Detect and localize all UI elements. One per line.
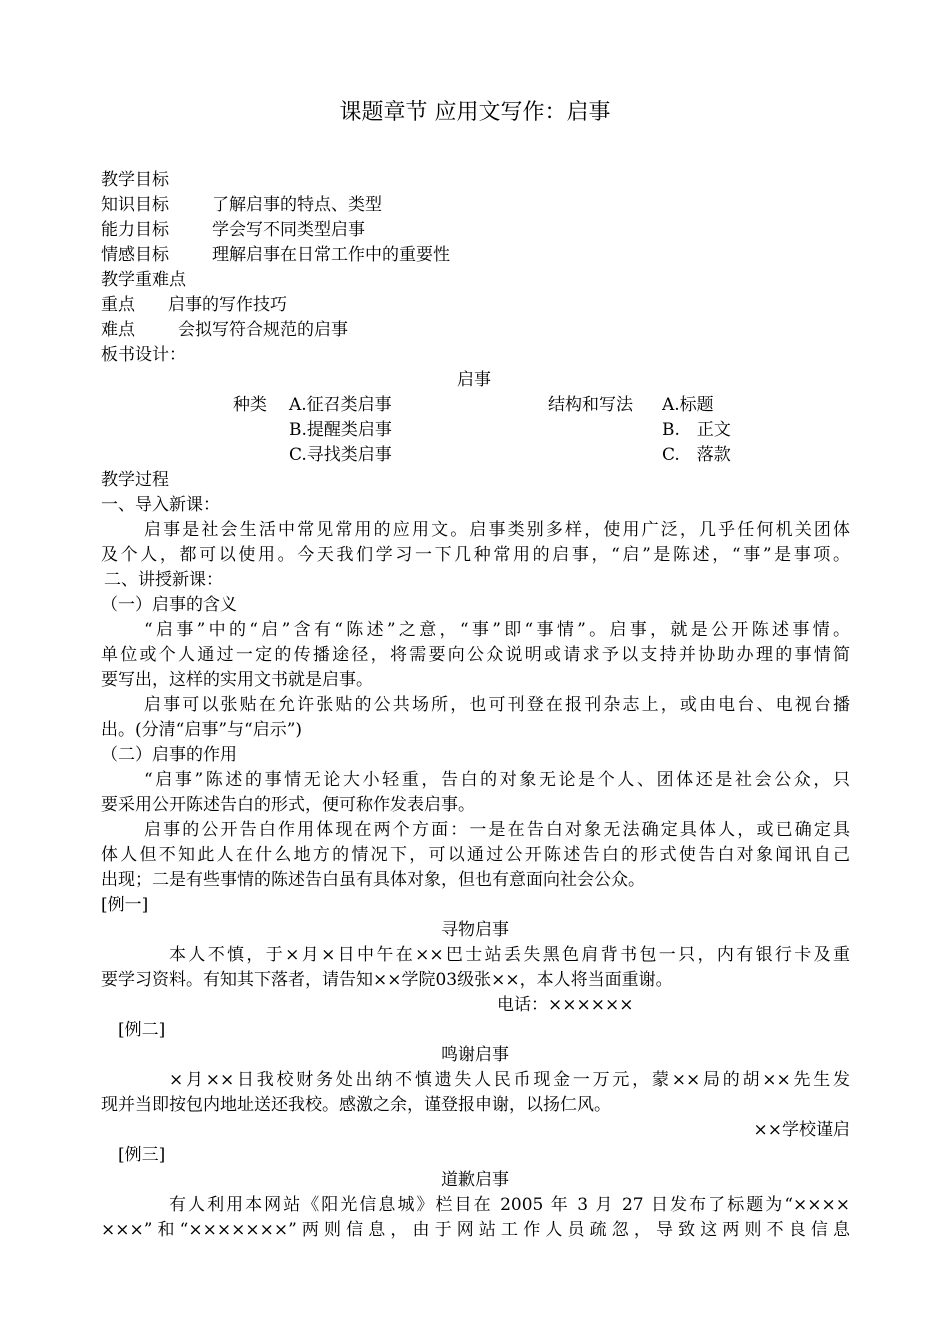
example-title: 寻物启事: [441, 920, 509, 940]
example-label: [例二]: [118, 1020, 166, 1040]
meaning-heading: （一）启事的含义: [101, 595, 237, 615]
example-phone: 电话：××××××: [497, 995, 634, 1015]
key-point-text: 启事的写作技巧: [168, 295, 287, 315]
example-body-line: 有人利用本网站《阳光信息城》栏目在 2005 年 3 月 27 日发布了标题为“××××: [169, 1195, 850, 1215]
intro-heading: 一、导入新课：: [101, 495, 220, 515]
example-label: [例一]: [101, 895, 149, 915]
board-structure-item: A.标题: [662, 395, 714, 415]
example-title: 道歉启事: [441, 1170, 509, 1190]
role-paragraph-line: 启事的公开告白作用体现在两个方面：一是在告白对象无法确定具体人，或已确定具: [144, 820, 850, 840]
example-title: 鸣谢启事: [441, 1045, 509, 1065]
example-body-line: 本人不慎，于×月×日中午在××巴士站丢失黑色肩背书包一只，内有银行卡及重: [169, 945, 850, 965]
example-body-line: ×××”和“×××××××”两则信息，由于网站工作人员疏忽，导致这两则不良信息: [101, 1220, 850, 1240]
key-point-label: 重点: [101, 295, 135, 315]
board-center-title: 启事: [457, 370, 491, 390]
board-structure-item: C. 落款: [662, 445, 731, 465]
example-signature: ××学校谨启: [753, 1120, 850, 1140]
example-body-line: 要学习资料。有知其下落者，请告知××学院03级张××，本人将当面重谢。: [101, 970, 673, 990]
example-body-line: ×月××日我校财务处出纳不慎遗失人民币现金一万元，蒙××局的胡××先生发: [169, 1070, 850, 1090]
intro-paragraph-line: 及个人，都可以使用。今天我们学习一下几种常用的启事，“启”是陈述，“事”是事项。: [101, 545, 850, 565]
example-body-line: 现并当即按包内地址送还我校。感激之余，谨登报申谢，以扬仁风。: [101, 1095, 611, 1115]
role-paragraph-line: 体人但不知此人在什么地方的情况下，可以通过公开陈述告白的形式使告白对象闻讯自己: [101, 845, 850, 865]
board-types-label: 种类: [233, 395, 267, 415]
objectives-heading: 教学目标: [101, 170, 169, 190]
ability-objective-label: 能力目标: [101, 220, 169, 240]
board-structure-item: B. 正文: [662, 420, 731, 440]
board-heading: 板书设计：: [101, 345, 186, 365]
board-type-item: A.征召类启事: [289, 395, 392, 415]
role-paragraph-line: “启事”陈述的事情无论大小轻重，告白的对象无论是个人、团体还是社会公众，只: [144, 770, 850, 790]
emotion-objective-label: 情感目标: [101, 245, 169, 265]
board-type-item: C.寻找类启事: [289, 445, 392, 465]
ability-objective-text: 学会写不同类型启事: [212, 220, 365, 240]
page-title: 课题章节 应用文写作：启事: [339, 100, 611, 125]
intro-paragraph-line: 启事是社会生活中常见常用的应用文。启事类别多样，使用广泛，几乎任何机关团体: [144, 520, 850, 540]
board-structure-label: 结构和写法: [548, 395, 633, 415]
knowledge-objective-label: 知识目标: [101, 195, 169, 215]
difficult-point-label: 难点: [101, 320, 135, 340]
example-label: [例三]: [118, 1145, 166, 1165]
meaning-paragraph-line: 启事可以张贴在允许张贴的公共场所，也可刊登在报刊杂志上，或由电台、电视台播: [144, 695, 850, 715]
role-heading: （二）启事的作用: [101, 745, 237, 765]
meaning-paragraph-line: 要写出，这样的实用文书就是启事。: [101, 670, 373, 690]
difficult-point-text: 会拟写符合规范的启事: [178, 320, 348, 340]
process-heading: 教学过程: [101, 470, 169, 490]
teach-heading: 二、讲授新课：: [104, 570, 223, 590]
board-type-item: B.提醒类启事: [289, 420, 392, 440]
key-points-heading: 教学重难点: [101, 270, 186, 290]
meaning-paragraph-line: 出。(分清“启事”与“启示”): [101, 720, 303, 740]
role-paragraph-line: 要采用公开陈述告白的形式，便可称作发表启事。: [101, 795, 475, 815]
meaning-paragraph-line: “启事”中的“启”含有“陈述”之意，“事”即“事情”。启事，就是公开陈述事情。: [144, 620, 850, 640]
meaning-paragraph-line: 单位或个人通过一定的传播途径，将需要向公众说明或请求予以支持并协助办理的事情简: [101, 645, 850, 665]
knowledge-objective-text: 了解启事的特点、类型: [212, 195, 382, 215]
role-paragraph-line: 出现；二是有些事情的陈述告白虽有具体对象，但也有意面向社会公众。: [101, 870, 645, 890]
emotion-objective-text: 理解启事在日常工作中的重要性: [212, 245, 450, 265]
